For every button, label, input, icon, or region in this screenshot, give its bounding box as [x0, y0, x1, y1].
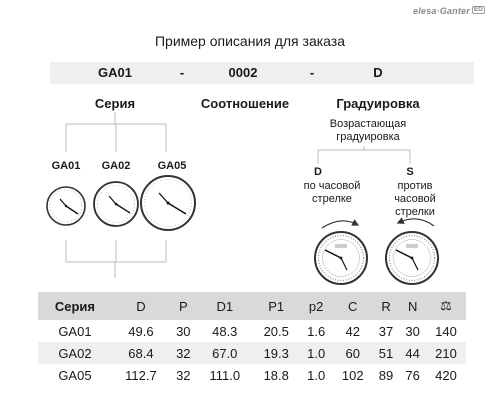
- cell: 37: [378, 323, 394, 339]
- column-header: C: [348, 298, 358, 314]
- table-header-row: [38, 292, 466, 320]
- page-title: Пример описания для заказа: [154, 33, 346, 49]
- cell: 89: [378, 367, 394, 383]
- cell: 32: [176, 367, 191, 383]
- code-series: GA01: [98, 65, 132, 80]
- gauge-ga02-icon: [94, 182, 138, 226]
- cell: 140: [435, 323, 457, 339]
- header-ratio: Соотношение: [200, 96, 290, 111]
- cell: 102: [341, 367, 364, 383]
- header-series: Серия: [94, 96, 136, 111]
- cell: 67.0: [212, 345, 238, 361]
- cell: 19.3: [263, 345, 289, 361]
- graduation-s-text: против часовой стрелки: [394, 180, 436, 218]
- graduation-bracket: [318, 146, 410, 164]
- series-bracket-bottom: [66, 240, 166, 278]
- series-bracket-top: [66, 112, 166, 152]
- column-header: N: [407, 298, 418, 314]
- code-graduation: D: [373, 65, 383, 80]
- gauge-label-ga01: GA01: [51, 160, 81, 172]
- ascending-graduation-text: Возрастающая градуировка: [329, 118, 407, 143]
- code-ratio: 0002: [228, 65, 258, 80]
- code-dash-1: -: [179, 65, 185, 80]
- gauge-ga01-icon: [47, 187, 85, 225]
- column-header: Серия: [54, 298, 95, 314]
- graduation-d-text: по часовой стрелке: [303, 180, 361, 205]
- cell: 32: [176, 345, 191, 361]
- weight-icon: ⚖: [440, 298, 452, 313]
- cell: 30: [405, 323, 420, 339]
- cell: 1.0: [307, 345, 326, 361]
- cell: 210: [435, 345, 457, 361]
- graduation-d-letter: D: [314, 166, 322, 178]
- gauge-label-ga02: GA02: [101, 160, 131, 172]
- column-header: P1: [268, 298, 285, 314]
- header-graduation: Градуировка: [336, 96, 420, 111]
- cell: 42: [345, 323, 360, 339]
- brand-logo-text: elesa·Ganter: [413, 6, 470, 16]
- column-header: R: [381, 298, 391, 314]
- cell: 18.8: [263, 367, 289, 383]
- graduation-s-letter: S: [406, 166, 414, 178]
- cell: 60: [345, 345, 360, 361]
- cell: 30: [176, 323, 191, 339]
- table-row: [38, 320, 466, 342]
- gauge-counterclockwise-icon: [386, 232, 438, 284]
- cell: 49.6: [128, 323, 154, 339]
- table-row: [38, 342, 466, 364]
- cell: GA05: [58, 367, 92, 383]
- code-dash-2: -: [309, 65, 315, 80]
- gauge-label-ga05: GA05: [157, 160, 187, 172]
- column-header: p2: [308, 298, 324, 314]
- cell: 1.6: [307, 323, 326, 339]
- clockwise-arrow-icon: [322, 221, 356, 228]
- cell: 44: [405, 345, 420, 361]
- gauge-clockwise-icon: [315, 232, 367, 284]
- brand-badge: EG: [473, 7, 484, 13]
- column-header: P: [178, 298, 188, 314]
- cell: 76: [405, 367, 420, 383]
- cell: 1.0: [307, 367, 326, 383]
- cell: 20.5: [263, 323, 289, 339]
- cell: 111.0: [209, 367, 241, 383]
- cell: 112.7: [125, 367, 157, 383]
- cell: GA01: [58, 323, 92, 339]
- cell: 51: [378, 345, 394, 361]
- column-header: D1: [216, 298, 234, 314]
- counterclockwise-arrow-icon: [400, 219, 434, 226]
- table-row: [38, 364, 466, 386]
- cell: GA02: [58, 345, 92, 361]
- spec-table: [38, 292, 466, 386]
- gauge-ga05-icon: [141, 176, 195, 230]
- cell: 68.4: [128, 345, 154, 361]
- cell: 420: [435, 367, 457, 383]
- column-header: D: [136, 298, 146, 314]
- cell: 48.3: [212, 323, 238, 339]
